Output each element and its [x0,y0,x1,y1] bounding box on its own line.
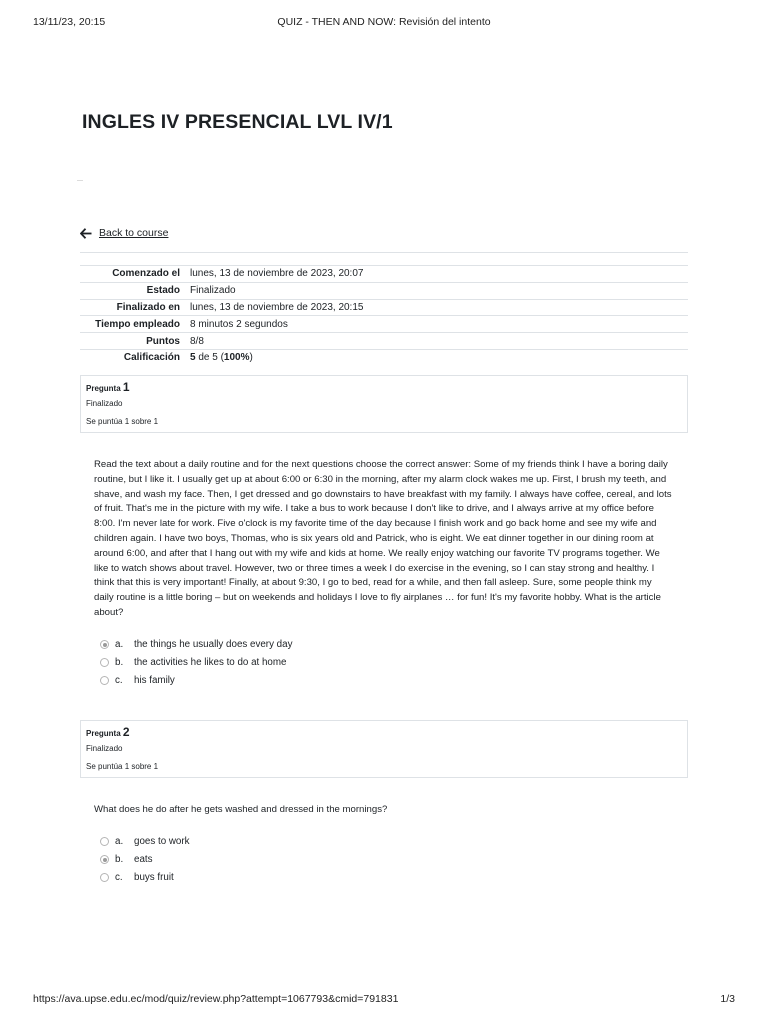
radio[interactable] [100,658,109,667]
summary-spacer-row [80,253,688,265]
summary-value: lunes, 13 de noviembre de 2023, 20:15 [190,301,364,313]
summary-value: 8 minutos 2 segundos [190,318,288,330]
answer-option[interactable] [100,869,190,887]
question-state: Finalizado [86,744,123,753]
answer-text: goes to work [134,836,190,848]
question-1-info [80,375,688,433]
question-num: 2 [122,725,130,739]
print-page-number: 1/3 [720,993,735,1005]
answer-option[interactable] [100,636,292,654]
attempt-summary-table [80,252,688,366]
print-page-title: QUIZ - THEN AND NOW: Revisión del intento [277,16,491,28]
summary-label: Finalizado en [116,301,180,313]
summary-value: 8/8 [190,335,204,347]
radio-selected[interactable] [100,855,109,864]
question-num: 1 [122,380,130,394]
answer-option[interactable] [100,833,190,851]
summary-row [80,265,688,282]
question-number [86,380,130,394]
print-footer [33,993,735,1007]
answer-letter: b. [115,854,124,866]
print-datetime: 13/11/23, 20:15 [33,16,106,28]
question-1-text: Read the text about a daily routine and for the next questions choose the correct answer: Some of my friends think I have a boring daily routine, but I like it. I usually get up at about 6:00 or 6:30 in the morning, after my alarm clock wakes me up. First, I brush my teeth, and shave, and wash my face. Then, I get dressed and go downstairs to have breakfast with my family. I always have coffee, cereal, and lots of fruit. That's me in the picture with my wife. I take a bus to work because I don't like to drive, and I always arrive at my office before 8:00. I'm never late for work. Five o'clock is my favorite time of the day because I finish work and go back home and see my wife and children again. I have two boys, Thomas, who is six years old and Patrick, who is eight. We eat dinner together in our dining room at around 6:00, and after that I hang out with my wife and kids at home. We really enjoy watching our favorite TV programs together. We like to watch shows about travel. However, two or three times a week I do exercise in the evening, so I can stay strong and healthy. I think that this is very important! Finally, at about 9:30, I go to bed, read for a while, and then fall asleep. Sure, some people think my daily routine is a little boring – but on weekends and holidays I love to fly airplanes … for fun! It's my favorite hobby. What is the article about? [94,459,672,618]
answer-text: buys fruit [134,871,174,883]
grade-close: ) [249,352,253,364]
grade-of: de 5 ( [195,352,224,364]
summary-value: lunes, 13 de noviembre de 2023, 20:07 [190,268,364,280]
grade-percent: 100% [223,352,250,364]
question-grade: Se puntúa 1 sobre 1 [86,762,159,771]
radio[interactable] [100,676,109,685]
answer-text: eats [134,854,153,866]
answer-letter: c. [115,871,123,883]
back-to-course-label: Back to course [99,227,169,239]
summary-value: Finalizado [190,285,236,297]
answer-letter: b. [115,657,124,669]
question-2-info [80,720,688,778]
answer-text: the things he usually does every day [134,639,293,651]
answer-letter: c. [115,674,123,686]
grade-score: 5 [190,352,196,364]
summary-value-grade [180,352,253,363]
summary-row [80,332,688,349]
answer-letter: a. [115,836,124,848]
question-prefix: Pregunta [86,384,121,393]
summary-row [80,282,688,299]
question-2-text: What does he do after he gets washed and dressed in the mornings? [94,804,388,815]
print-header [33,16,735,30]
answer-option[interactable] [100,672,292,690]
summary-row [80,315,688,332]
question-grade: Se puntúa 1 sobre 1 [86,417,159,426]
arrow-left-icon [80,228,92,239]
summary-label: Tiempo empleado [95,318,180,330]
question-number [86,725,130,739]
summary-label: Estado [146,285,180,297]
summary-row [80,299,688,316]
radio[interactable] [100,873,109,882]
question-2-answers [100,833,190,886]
answer-text: his family [134,674,175,686]
summary-row-grade [80,349,688,366]
print-url: https://ava.upse.edu.ec/mod/quiz/review.php?attempt=1067793&cmid=791831 [33,993,399,1005]
divider [77,180,83,181]
answer-letter: a. [115,639,124,651]
question-prefix: Pregunta [86,729,121,738]
question-state: Finalizado [86,399,123,408]
radio-selected[interactable] [100,640,109,649]
answer-option[interactable] [100,654,292,672]
course-title: INGLES IV PRESENCIAL LVL IV/1 [82,111,393,133]
summary-label: Calificación [123,352,180,364]
back-to-course-link[interactable] [80,227,168,239]
summary-label: Comenzado el [112,268,180,280]
radio[interactable] [100,837,109,846]
answer-option[interactable] [100,851,190,869]
question-1-answers [100,636,292,689]
answer-text: the activities he likes to do at home [134,657,287,669]
summary-label: Puntos [146,335,180,347]
